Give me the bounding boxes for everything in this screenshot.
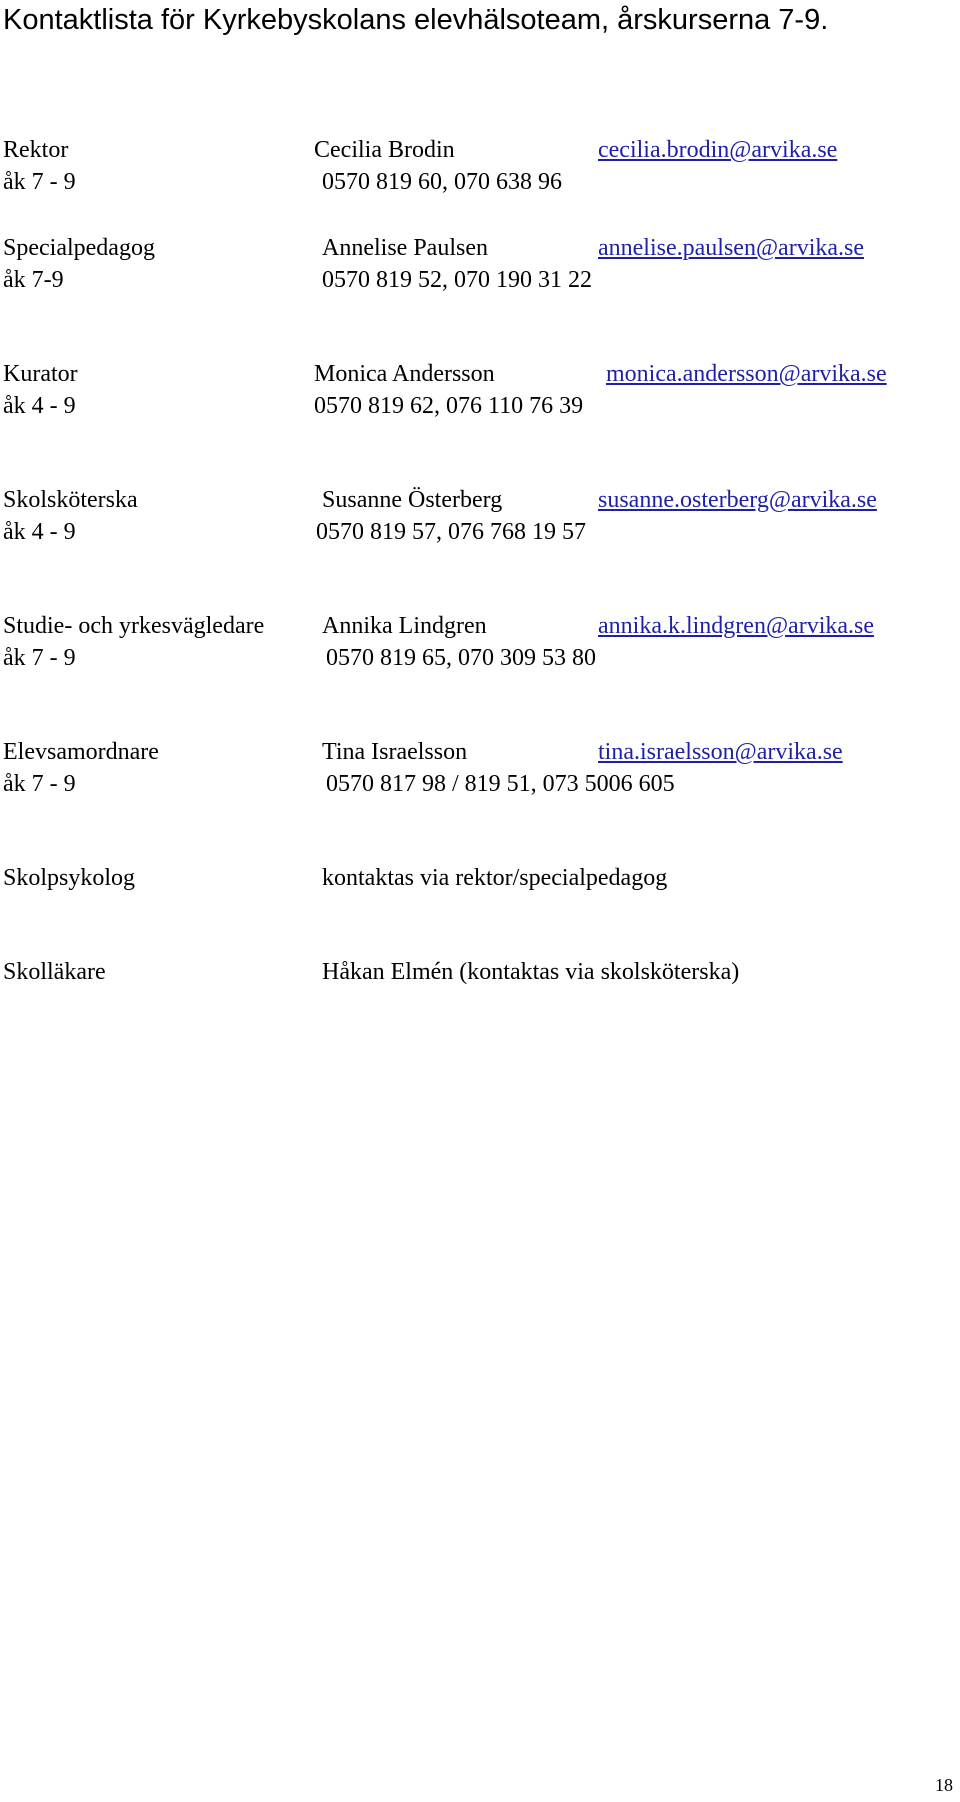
phone-number: 0570 817 98 / 819 51, 073 5006 605 xyxy=(326,771,675,797)
contact-info: Håkan Elmén (kontaktas via skolsköterska) xyxy=(322,959,740,985)
grade-label: åk 7 - 9 xyxy=(3,169,76,195)
email-link[interactable]: cecilia.brodin@arvika.se xyxy=(598,137,838,163)
contact-name: Annika Lindgren xyxy=(322,613,487,639)
contact-info: kontaktas via rektor/specialpedagog xyxy=(322,865,668,891)
role-label: Studie- och yrkesvägledare xyxy=(3,613,265,639)
role-label: Skolsköterska xyxy=(3,487,138,513)
role-label: Rektor xyxy=(3,137,69,163)
email-link[interactable]: monica.andersson@arvika.se xyxy=(606,361,887,387)
email-link[interactable]: susanne.osterberg@arvika.se xyxy=(598,487,877,513)
grade-label: åk 4 - 9 xyxy=(3,519,76,545)
phone-number: 0570 819 65, 070 309 53 80 xyxy=(326,645,596,671)
page-number: 18 xyxy=(935,1775,953,1795)
phone-number: 0570 819 57, 076 768 19 57 xyxy=(316,519,586,545)
contact-name: Monica Andersson xyxy=(314,361,495,387)
email-link[interactable]: tina.israelsson@arvika.se xyxy=(598,739,843,765)
role-label: Specialpedagog xyxy=(3,235,155,261)
grade-label: åk 4 - 9 xyxy=(3,393,76,419)
contact-name: Annelise Paulsen xyxy=(322,235,488,261)
role-label: Kurator xyxy=(3,361,78,387)
contact-name: Susanne Österberg xyxy=(322,487,503,513)
contact-name: Cecilia Brodin xyxy=(314,137,455,163)
grade-label: åk 7-9 xyxy=(3,267,64,293)
phone-number: 0570 819 62, 076 110 76 39 xyxy=(314,393,584,419)
contact-name: Tina Israelsson xyxy=(322,739,468,765)
phone-number: 0570 819 60, 070 638 96 xyxy=(322,169,562,195)
role-label: Skolläkare xyxy=(3,959,106,985)
page-title: Kontaktlista för Kyrkebyskolans elevhälsoteam, årskurserna 7-9. xyxy=(3,4,829,36)
email-link[interactable]: annelise.paulsen@arvika.se xyxy=(598,235,865,261)
role-label: Elevsamordnare xyxy=(3,739,159,765)
grade-label: åk 7 - 9 xyxy=(3,771,76,797)
email-link[interactable]: annika.k.lindgren@arvika.se xyxy=(598,613,875,639)
role-label: Skolpsykolog xyxy=(3,865,136,891)
phone-number: 0570 819 52, 070 190 31 22 xyxy=(322,267,592,293)
grade-label: åk 7 - 9 xyxy=(3,645,76,671)
